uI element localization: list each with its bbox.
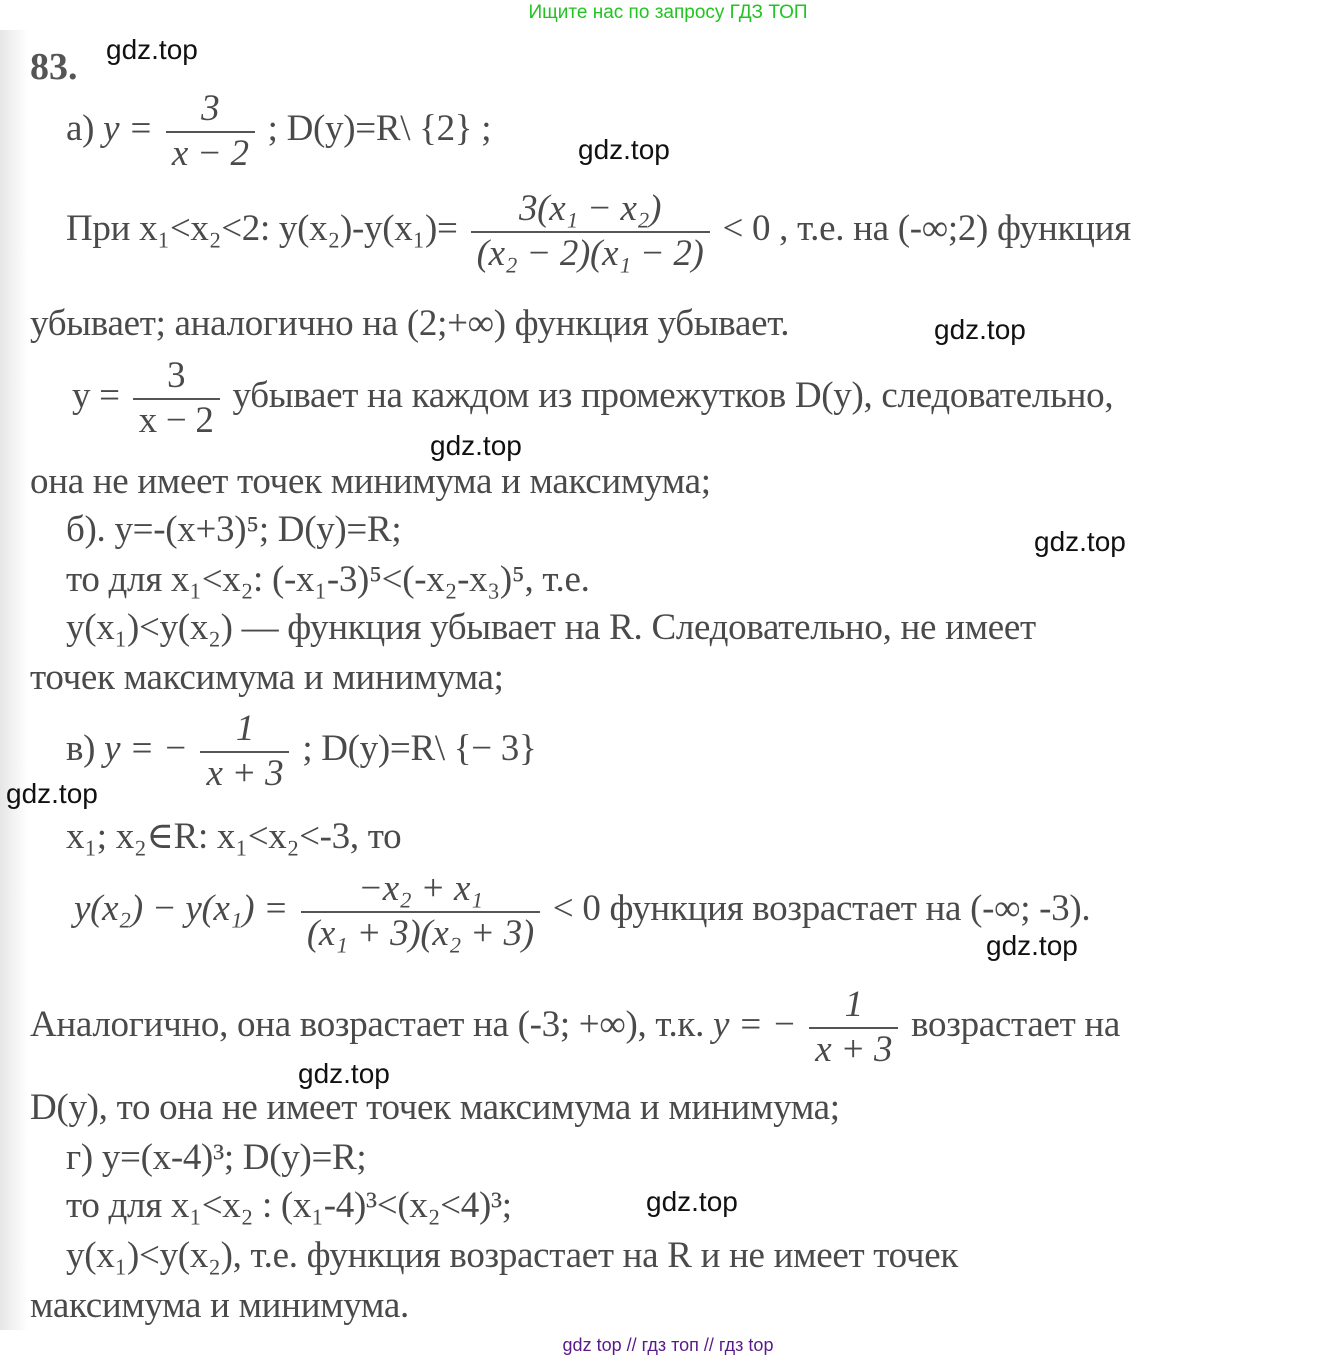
part-g-line4: максимума и минимума. bbox=[30, 1285, 409, 1326]
part-v-label: в) bbox=[66, 728, 96, 770]
watermark: gdz.top bbox=[934, 314, 1026, 345]
fraction: $\frac{3}{x - 2}$ bbox=[166, 88, 255, 175]
watermark: gdz.top bbox=[578, 134, 670, 165]
part-v-line5: D(y), то она не имеет точек максимума и минимума; bbox=[30, 1087, 840, 1128]
watermark: gdz.top bbox=[430, 430, 522, 461]
part-b-line2: то для x₁<x₂: (-x₁-3)⁵<(-x₂-x₃)⁵, т.е. bbox=[66, 559, 590, 600]
part-v-function: в) y = − $\frac{1}{x + 3}$ ; D(y)=R\ {− 3} bbox=[66, 708, 537, 794]
part-v-line2: x₁; x₂∈R: x₁<x₂<-3, то bbox=[66, 816, 402, 857]
problem-number: 83. bbox=[30, 46, 78, 88]
part-g-line2: то для x₁<x₂ : (x₁-4)³<(x₂<4)³; bbox=[66, 1185, 512, 1226]
fraction: $\frac{3}{x - 2}$ bbox=[133, 355, 220, 442]
part-b-line3: y(x₁)<y(x₂) — функция убывает на R. Следовательно, не имеет bbox=[66, 607, 1036, 648]
part-a-line3: убывает; аналогично на (2;+∞) функция убывает. bbox=[30, 303, 790, 344]
watermark: gdz.top bbox=[298, 1058, 390, 1089]
part-a-label: а) bbox=[66, 108, 95, 150]
part-a-line5: она не имеет точек минимума и максимума; bbox=[30, 461, 711, 502]
part-a-line2: При x₁<x₂<2: y(x₂)-y(x₁)= $\frac{\text{3(x₁ − x₂)}}{\text{(x₂ − 2)(x₁ − 2)}}$ < 0 , т.е. на (-∞;2) функция bbox=[66, 188, 1131, 274]
part-v-line4: Аналогично, она возрастает на (-3; +∞), т.к. y = − $\frac{1}{x + 3}$ возрастает на bbox=[30, 984, 1121, 1070]
watermark: gdz.top bbox=[986, 930, 1078, 961]
footer-links: gdz top // гдз топ // гдз top bbox=[562, 1335, 774, 1355]
part-b-line1: б). y=-(x+3)⁵; D(y)=R; bbox=[66, 509, 402, 550]
fraction: $\frac{1}{x + 3}$ bbox=[809, 984, 898, 1071]
part-a-line4: y = $\frac{3}{x - 2}$ убывает на каждом из промежутков D(y), следовательно, bbox=[72, 355, 1114, 441]
part-g-line3: y(x₁)<y(x₂), т.е. функция возрастает на R и не имеет точек bbox=[66, 1235, 959, 1276]
fraction: $\frac{\text{3(x₁ − x₂)}}{\text{(x₂ − 2)(x₁ − 2)}}$ bbox=[471, 188, 710, 275]
fraction: $\frac{1}{x + 3}$ bbox=[200, 708, 289, 795]
fraction: $\frac{\text{−x₂ + x₁}}{\text{(x₁ + 3)(x₂ + 3)}}$ bbox=[301, 868, 540, 955]
watermark: gdz.top bbox=[106, 34, 198, 65]
watermark: gdz.top bbox=[6, 778, 98, 809]
search-banner: Ищите нас по запросу ГДЗ ТОП bbox=[528, 2, 808, 23]
watermark: gdz.top bbox=[1034, 526, 1126, 557]
part-a-function: а) y = $\frac{3}{x - 2}$ ; D(y)=R\ {2} ; bbox=[66, 88, 492, 174]
part-b-line4: точек максимума и минимума; bbox=[30, 657, 504, 698]
part-v-line3: y(x₂) − y(x₁) = $\frac{\text{−x₂ + x₁}}{\text{(x₁ + 3)(x₂ + 3)}}$ < 0 функция возрастает на (-∞; -3). bbox=[74, 868, 1091, 954]
part-g-line1: г) y=(x-4)³; D(y)=R; bbox=[66, 1137, 367, 1178]
watermark: gdz.top bbox=[646, 1186, 738, 1217]
